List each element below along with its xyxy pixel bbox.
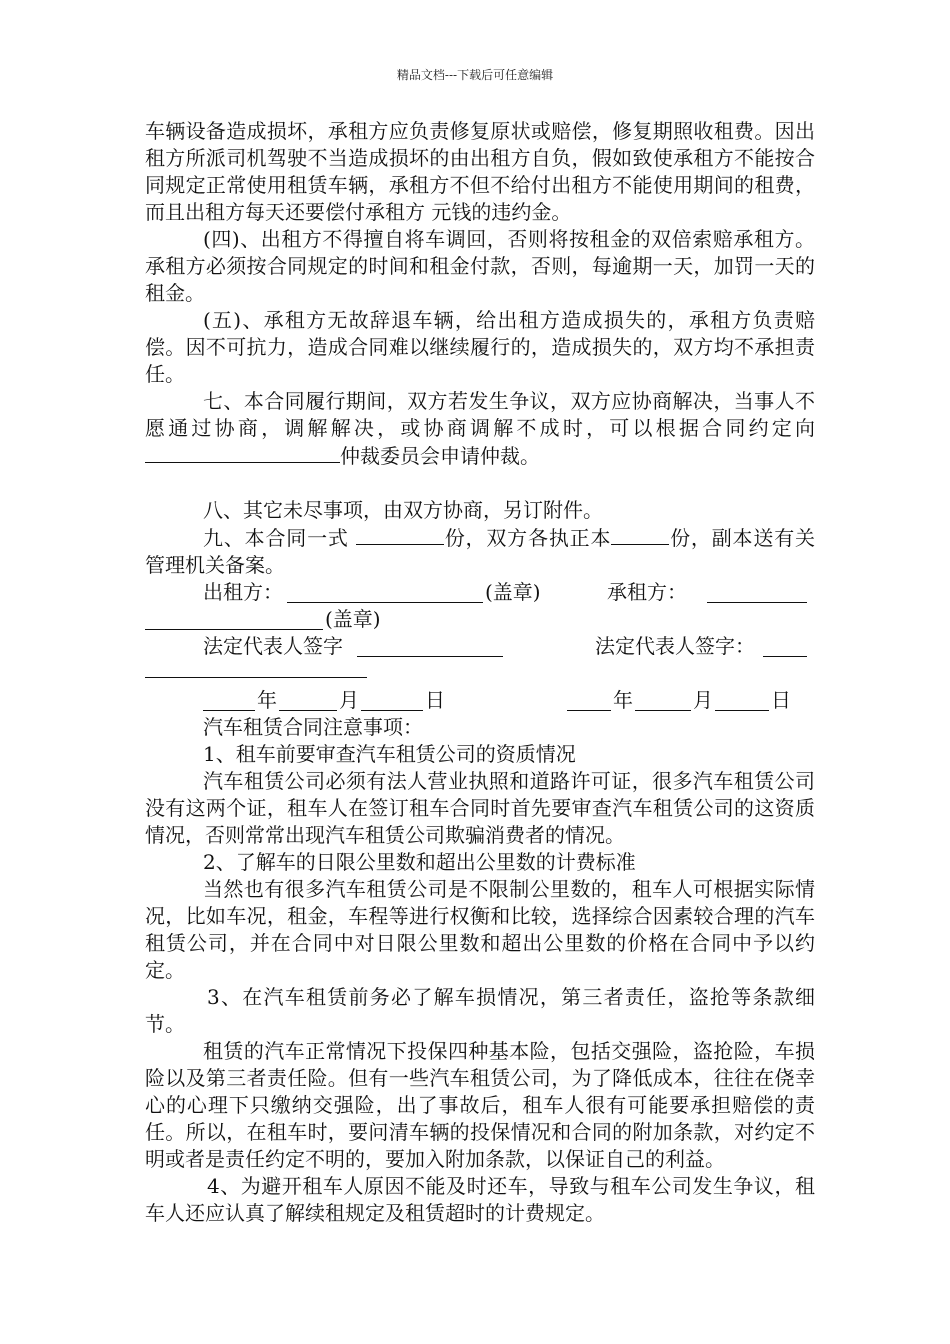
lessee-label: 承租方： [607,580,687,604]
document-body [145,118,815,1227]
blank-line [145,657,367,678]
day-label: 日 [425,688,445,712]
month-label: 月 [693,688,713,712]
paragraph-text: 仲裁委员会申请仲裁。 [340,444,540,468]
paragraph: 租赁的汽车正常情况下投保四种基本险，包括交强险，盗抢险，车损险以及第三者责任险。但有一些汽车租赁公司，为了降低成本，往往在侥幸心的心理下只缴纳交强险，出了事故后，租车人很有可能要承担赔偿的责任。所以，在租车时，要问清车辆的投保情况和合同的附加条款，对约定不明或者是责任约定不明的，要加入附加条款，以保证自己的利益。 [145,1039,815,1171]
paragraph: 车辆设备造成损坏，承租方应负责修复原状或赔偿，修复期照收租费。因出租方所派司机驾驶不当造成损坏的由出租方自负，假如致使承租方不能按合同规定正常使用租赁车辆，承租方不但不给付出租方不能使用期间的租费，而且出租方每天还要偿付承租方 元钱的违约金。 [145,119,815,224]
note-heading: 4、为避开租车人原因不能及时还车，导致与租车公司发生争议，租车人还应认真了解续租规定及租赁超时的计费规定。 [145,1174,815,1225]
paragraph: 汽车租赁公司必须有法人营业执照和道路许可证，很多汽车租赁公司没有这两个证，租车人在签订租车合同时首先要审查汽车租赁公司的这资质情况，否则常常出现汽车租赁公司欺骗消费者的情况。 [145,769,815,847]
page-header: 精品文档---下载后可任意编辑 [396,68,554,82]
blank-line [635,690,691,711]
blank-line [763,636,807,657]
blank-line [279,690,337,711]
seal-label: (盖章) [325,607,381,631]
note-heading: 3、在汽车租赁前务必了解车损情况，第三者责任，盗抢等条款细节。 [145,985,815,1036]
blank-line [567,690,611,711]
blank-line [145,609,323,630]
year-label: 年 [613,688,633,712]
month-label: 月 [339,688,359,712]
rep-sign-label-2: 法定代表人签字： [595,634,755,658]
signature-row [145,579,815,606]
year-label: 年 [257,688,277,712]
paragraph-text: 份，双方各执正本 [443,526,612,550]
spacer [145,470,815,497]
paragraph: 八、其它未尽事项，由双方协商，另订附件。 [203,498,603,522]
blank-line [357,636,503,657]
day-label: 日 [771,688,791,712]
blank-line [287,582,483,603]
lessor-label: 出租方： [203,580,283,604]
paragraph: (五)、承租方无故辞退车辆，给出租方造成损失的，承租方负责赔偿。因不可抗力，造成合同难以继续履行的，造成损失的，双方均不承担责任。 [145,308,815,386]
blank-line [361,690,423,711]
notes-title: 汽车租赁合同注意事项： [203,715,423,739]
note-heading: 1、租车前要审查汽车租赁公司的资质情况 [203,742,576,766]
paragraph [145,524,815,579]
signature-row [145,660,815,687]
paragraph-text: 九、本合同一式 [203,526,356,550]
paragraph-text: 份，副本送有关管理机关备案。 [145,526,816,577]
signature-row [145,606,815,633]
seal-label: (盖章) [485,580,541,604]
paragraph-text: 七、本合同履行期间，双方若发生争议，双方应协商解决，当事人不愿通过协商，调解解决，或协商调解不成时，可以根据合同约定向 [145,389,815,440]
signature-row [145,633,815,660]
blank-line [356,524,444,545]
paragraph: 当然也有很多汽车租赁公司是不限制公里数的，租车人可根据实际情况，比如车况，租金，车程等进行权衡和比较，选择综合因素较合理的汽车租赁公司，并在合同中对日限公里数和超出公里数的价格在合同中予以约定。 [145,877,815,982]
date-row [145,687,815,714]
paragraph: (四)、出租方不得擅自将车调回，否则将按租金的双倍索赔承租方。承租方必须按合同规定的时间和租金付款，否则，每逾期一天，加罚一天的租金。 [145,227,815,305]
blank-line [707,582,807,603]
blank-line [145,442,340,463]
blank-line [203,690,255,711]
note-heading: 2、了解车的日限公里数和超出公里数的计费标准 [203,850,636,874]
blank-line [611,524,669,545]
paragraph [145,388,815,470]
blank-line [715,690,769,711]
rep-sign-label: 法定代表人签字 [203,634,343,658]
